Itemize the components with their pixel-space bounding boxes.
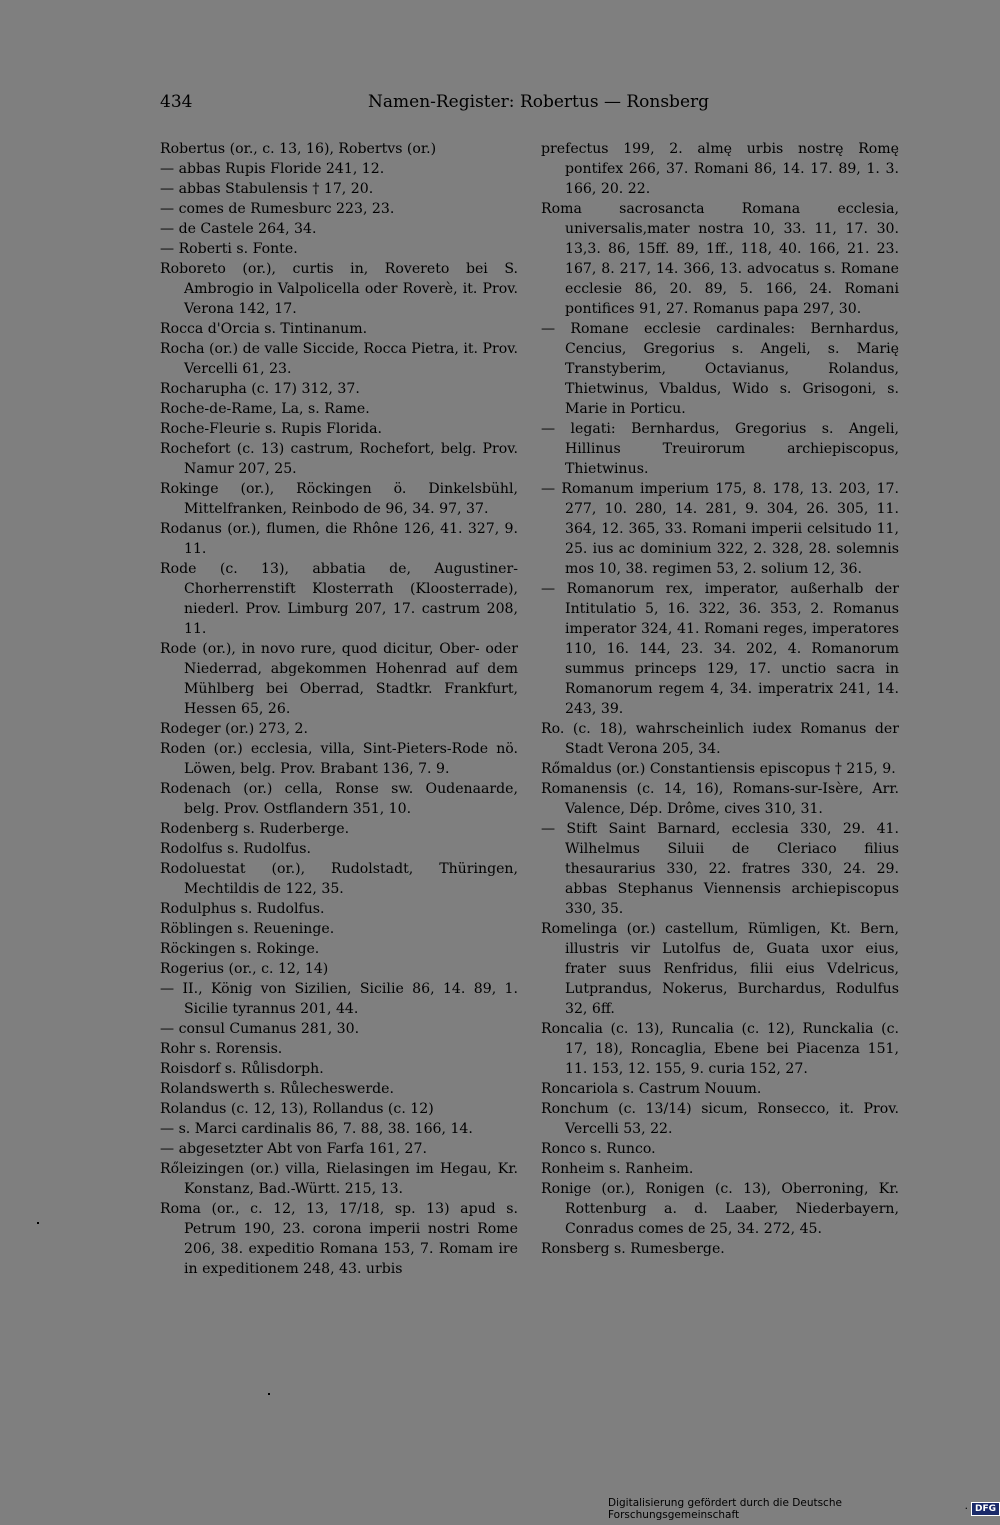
index-entry: Rocca d'Orcia s. Tintinanum. [160,321,368,337]
index-entry: — abgesetzter Abt von Farfa 161, 27. [160,1141,427,1157]
scan-speck [268,1393,270,1395]
index-column-right [541,139,899,1259]
page-number: 434 [160,92,193,112]
index-entry: Rohr s. Rorensis. [160,1041,283,1057]
index-entry: Rodanus (or.), flumen, die Rhône 126, 41. 327, 9. 11. [160,521,518,557]
index-entry: Roche-de-Rame, La, s. Rame. [160,401,370,417]
index-entry: Ro. (c. 18), wahrscheinlich iudex Romanus der Stadt Verona 205, 34. [541,721,899,757]
index-entry: Rode (or.), in novo rure, quod dicitur, Ober- oder Niederrad, abgekommen Hohenrad auf dem Mühlberg bei Oberrad, Stadtkr. Frankfurt, Hessen 65, 26. [160,641,518,717]
index-entry: Rőleizingen (or.) villa, Rielasingen im Hegau, Kr. Konstanz, Bad.-Württ. 215, 13. [160,1161,518,1197]
index-entry: Rokinge (or.), Röckingen ö. Dinkelsbühl, Mittelfranken, Reinbodo de 96, 34. 97, 37. [160,481,518,517]
index-entry: Ronchum (c. 13/14) sicum, Ronsecco, it. Prov. Vercelli 53, 22. [541,1101,899,1137]
index-entry: Roboreto (or.), curtis in, Rovereto bei S. Ambrogio in Valpolicella oder Roverè, it. Prov. Verona 142, 17. [160,261,518,317]
index-entry: Rodoluestat (or.), Rudolstadt, Thüringen, Mechtildis de 122, 35. [160,861,518,897]
index-entry: Rodulphus s. Rudolfus. [160,901,325,917]
index-entry: Ronige (or.), Ronigen (c. 13), Oberroning, Kr. Rottenburg a. d. Laaber, Niederbayern, Conradus comes de 25, 34. 272, 45. [541,1181,899,1237]
index-entry: Roncariola s. Castrum Nouum. [541,1081,762,1097]
index-entry: Romanensis (c. 14, 16), Romans-sur-Isère, Arr. Valence, Dép. Drôme, cives 310, 31. [541,781,899,817]
index-entry: Romelinga (or.) castellum, Rümligen, Kt. Bern, illustris vir Lutolfus de, Guata uxor eius, frater suus Renfridus, filii eius Vdelricus, Lutprandus, Nokerus, Burchardus, Rodulfus 32, 6ff. [541,921,899,1017]
index-entry: Rőmaldus (or.) Constantiensis episcopus † 215, 9. [541,761,896,777]
index-entry: Rolandus (c. 12, 13), Rollandus (c. 12) [160,1101,434,1117]
scan-speck [37,1222,39,1224]
index-entry: — legati: Bernhardus, Gregorius s. Angeli, Hillinus Treuirorum archiepiscopus, Thietwinus. [541,421,899,477]
index-entry: — abbas Rupis Floride 241, 12. [160,161,385,177]
index-entry: — Roberti s. Fonte. [160,241,298,257]
index-entry: — abbas Stabulensis † 17, 20. [160,181,374,197]
dfg-logo-icon: DFG [971,1502,1000,1516]
index-entry: Rogerius (or., c. 12, 14) [160,961,329,977]
index-entry: Ronheim s. Ranheim. [541,1161,694,1177]
index-entry: — comes de Rumesburc 223, 23. [160,201,395,217]
index-entry: prefectus 199, 2. almę urbis nostrę Romę pontifex 266, 37. Romani 86, 14. 17. 89, 1. 3. 166, 20. 22. [541,141,899,197]
index-entry: Rocha (or.) de valle Siccide, Rocca Pietra, it. Prov. Vercelli 61, 23. [160,341,518,377]
index-entry: Roma sacrosancta Romana ecclesia, universalis,mater nostra 10, 33. 11, 17. 30. 13,3. 86, 15ff. 89, 1ff., 118, 40. 166, 21. 23. 167, 8. 217, 14. 366, 13. advocatus s. Romane ecclesie 86, 20. 89, 5. 166, 24. Romani pontifices 91, 27. Romanus papa 297, 30. [541,201,899,317]
index-entry: Robertus (or., c. 13, 16), Robertvs (or.) [160,141,437,157]
index-entry: Rodenach (or.) cella, Ronse sw. Oudenaarde, belg. Prov. Ostflandern 351, 10. [160,781,518,817]
index-entry: Rode (c. 13), abbatia de, Augustiner-Chorherrenstift Klosterrath (Kloosterrade), niederl. Prov. Limburg 207, 17. castrum 208, 11. [160,561,518,637]
index-entry: Rodeger (or.) 273, 2. [160,721,308,737]
index-entry: Rolandswerth s. Růlecheswerde. [160,1081,394,1097]
index-entry: — Stift Saint Barnard, ecclesia 330, 29. 41. Wilhelmus Siluii de Cleriaco filius thesaurarius 330, 22. fratres 330, 24. 29. abbas Stephanus Viennensis archiepiscopus 330, 35. [541,821,899,917]
footer-text: Digitalisierung gefördert durch die Deutsche Forschungsgemeinschaft [608,1497,842,1521]
index-column-left [160,139,518,1279]
index-entry: Roncalia (c. 13), Runcalia (c. 12), Runckalia (c. 17, 18), Roncaglia, Ebene bei Piacenza 151, 11. 153, 12. 155, 9. curia 152, 27. [541,1021,899,1077]
index-entry: Rodenberg s. Ruderberge. [160,821,350,837]
index-entry: — II., König von Sizilien, Sicilie 86, 14. 89, 1. Sicilie tyrannus 201, 44. [160,981,518,1017]
index-entry: — Romane ecclesie cardinales: Bernhardus, Cencius, Gregorius s. Angeli, s. Marię Transtyberim, Octavianus, Rolandus, Thietwinus, Vbaldus, Wido s. Grisogoni, s. Marie in Porticu. [541,321,899,417]
index-entry: Röblingen s. Reueninge. [160,921,335,937]
index-entry: — consul Cumanus 281, 30. [160,1021,360,1037]
index-entry: Roden (or.) ecclesia, villa, Sint-Pieters-Rode nö. Löwen, belg. Prov. Brabant 136, 7. 9. [160,741,518,777]
index-entry: Ronco s. Runco. [541,1141,656,1157]
index-entry: Roche-Fleurie s. Rupis Florida. [160,421,382,437]
index-entry: Röckingen s. Rokinge. [160,941,320,957]
running-title: Namen-Register: Robertus — Ronsberg [368,92,710,112]
index-entry: Roisdorf s. Růlisdorph. [160,1061,324,1077]
index-entry: — de Castele 264, 34. [160,221,317,237]
index-entry: — Romanorum rex, imperator, außerhalb der Intitulatio 5, 16. 322, 36. 353, 2. Romanus imperator 324, 41. Romani reges, imperatores 110, 16. 144, 23. 34. 202, 4. Romanorum summus princeps 129, 17. unctio sacra in Romanorum regem 4, 34. imperatrix 241, 14. 243, 39. [541,581,899,717]
index-entry: Ronsberg s. Rumesberge. [541,1241,725,1257]
index-entry: Roma (or., c. 12, 13, 17/18, sp. 13) apud s. Petrum 190, 23. corona imperii nostri Rome 206, 38. expeditio Romana 153, 7. Romam ire in expeditionem 248, 43. urbis [160,1201,518,1277]
index-entry: Rodolfus s. Rudolfus. [160,841,312,857]
index-entry: — s. Marci cardinalis 86, 7. 88, 38. 166, 14. [160,1121,473,1137]
funding-footer: Digitalisierung gefördert durch die Deutsche Forschungsgemeinschaft · DFG [608,1497,1000,1521]
index-entry: — Romanum imperium 175, 8. 178, 13. 203, 17. 277, 10. 280, 14. 281, 9. 304, 26. 305, 11. 364, 12. 365, 33. Romani imperii celsitudo 11, 25. ius ac dominium 322, 2. 328, 28. solemnis mos 10, 38. regimen 53, 2. solium 12, 36. [541,481,899,577]
index-entry: Rochefort (c. 13) castrum, Rochefort, belg. Prov. Namur 207, 25. [160,441,518,477]
index-entry: Rocharupha (c. 17) 312, 37. [160,381,360,397]
